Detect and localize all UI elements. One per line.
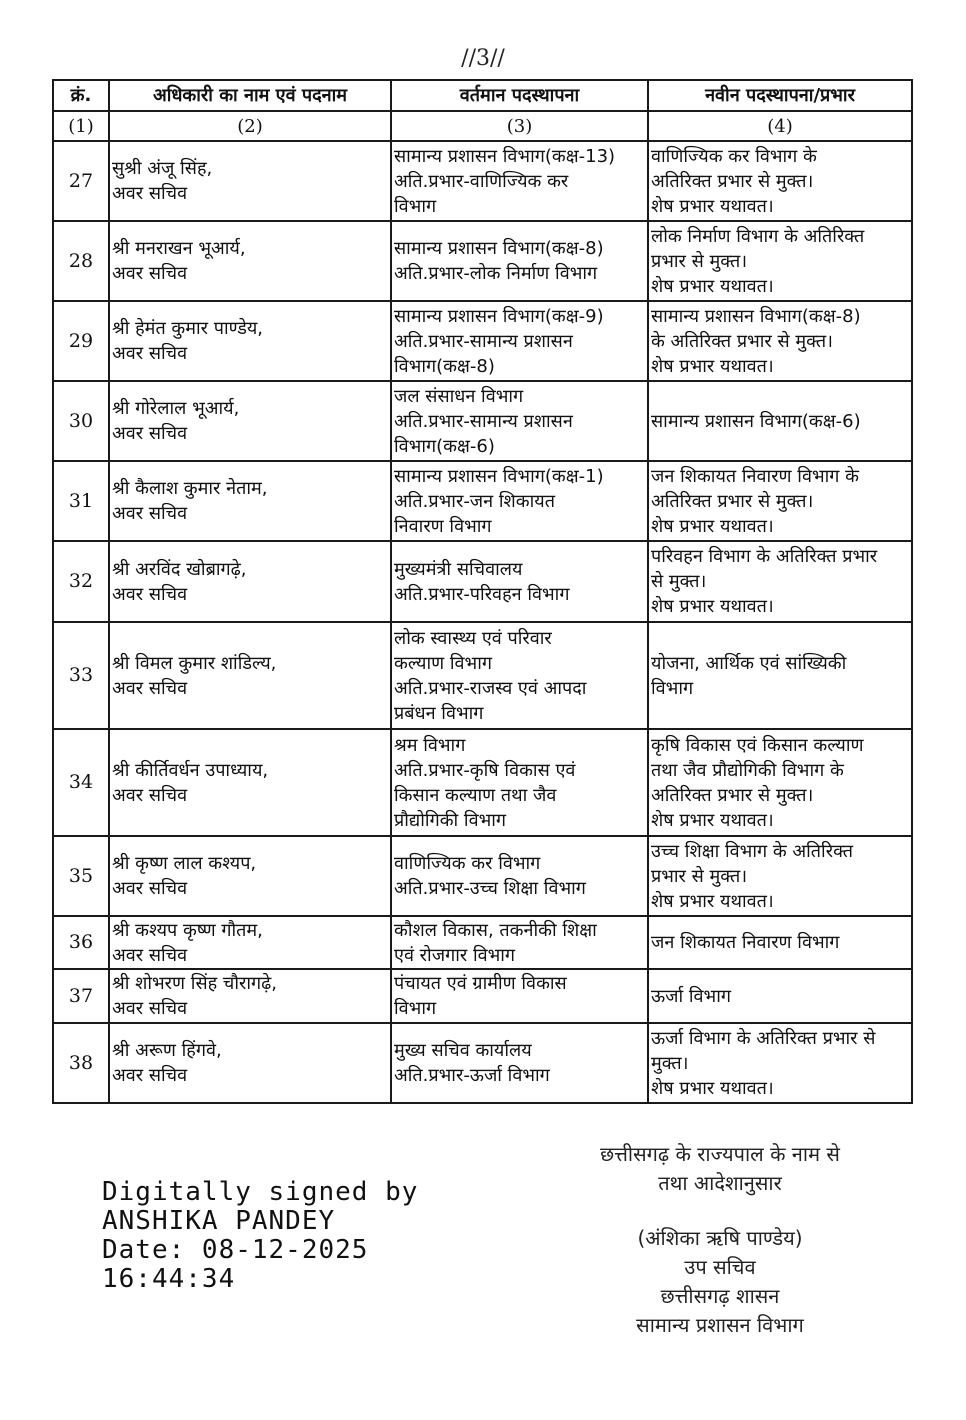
cell-line: विभाग — [394, 998, 437, 1019]
table-row — [53, 141, 912, 221]
table-row — [53, 381, 912, 461]
cell-line: अवर सचिव — [112, 183, 188, 204]
cell-line: अवर सचिव — [112, 677, 188, 699]
new-posting-cell — [648, 461, 912, 541]
cell-line: श्री मनराखन भूआर्य, — [112, 238, 246, 259]
cell-line: अवर सचिव — [112, 878, 188, 899]
cell-line: अतिरिक्त प्रभार से मुक्त। — [651, 170, 814, 192]
serial-number: 38 — [53, 1023, 109, 1103]
posting-table — [52, 79, 913, 1104]
cell-line: श्री विमल कुमार शांडिल्य, — [112, 652, 277, 674]
current-posting-cell — [391, 141, 648, 221]
column-number: (4) — [648, 111, 912, 141]
cell-line: लोक स्वास्थ्य एवं परिवार — [394, 627, 552, 649]
cell-line: श्री कृष्ण लाल कश्यप, — [112, 853, 257, 874]
cell-line: किसान कल्याण तथा जैव — [394, 784, 557, 806]
officer-name-cell — [109, 541, 391, 622]
cell-line: विभाग(कक्ष-8) — [394, 355, 495, 377]
new-posting-cell — [648, 141, 912, 221]
cell-line: अति.प्रभार-लोक निर्माण विभाग — [394, 263, 598, 284]
header-new-posting: नवीन पदस्थापना/प्रभार — [648, 80, 912, 111]
cell-line: वाणिज्यिक कर विभाग — [394, 853, 541, 874]
cell-line: कृषि विकास एवं किसान कल्याण — [651, 734, 864, 756]
table-row — [53, 729, 912, 836]
cell-line: जन शिकायत निवारण विभाग के — [651, 465, 859, 487]
officer-name-cell — [109, 461, 391, 541]
order-line: तथा आदेशानुसार — [658, 1171, 782, 1195]
officer-name-cell — [109, 1023, 391, 1103]
government-name: छत्तीसगढ़ शासन — [660, 1284, 780, 1308]
new-posting-cell — [648, 541, 912, 622]
cell-line: शेष प्रभार यथावत। — [651, 1077, 774, 1099]
cell-line: अवर सचिव — [112, 263, 188, 284]
cell-line: अवर सचिव — [112, 343, 188, 364]
serial-number: 31 — [53, 461, 109, 541]
cell-line: श्री शोभरण सिंह चौरागढ़े, — [112, 973, 277, 994]
cell-line: अति.प्रभार-कृषि विकास एवं — [394, 759, 576, 781]
cell-line: श्री अरविंद खोब्रागढ़े, — [112, 558, 247, 580]
digital-signature — [102, 1178, 418, 1294]
cell-line: विभाग — [651, 677, 694, 699]
table-row — [53, 969, 912, 1023]
cell-line: एवं रोजगार विभाग — [394, 944, 516, 966]
table-row — [53, 836, 912, 916]
cell-line: सामान्य प्रशासन विभाग(कक्ष-8) — [651, 305, 861, 327]
cell-line: लोक निर्माण विभाग के अतिरिक्त — [651, 225, 865, 247]
current-posting-cell — [391, 916, 648, 969]
cell-line: विभाग — [394, 195, 437, 217]
cell-line: कौशल विकास, तकनीकी शिक्षा — [394, 919, 597, 941]
cell-line: निवारण विभाग — [394, 515, 492, 537]
cell-line: तथा जैव प्रौद्योगिकी विभाग के — [651, 759, 844, 781]
cell-line: सामान्य प्रशासन विभाग(कक्ष-1) — [394, 465, 604, 487]
officer-name-cell — [109, 301, 391, 381]
cell-line: अति.प्रभार-ऊर्जा विभाग — [394, 1065, 550, 1086]
cell-line: शेष प्रभार यथावत। — [651, 275, 774, 297]
cell-line: अवर सचिव — [112, 583, 188, 605]
cell-line: श्री कीर्तिवर्धन उपाध्याय, — [112, 759, 269, 781]
serial-number: 35 — [53, 836, 109, 916]
cell-line: श्री गोरेलाल भूआर्य, — [112, 398, 240, 419]
cell-line: अवर सचिव — [112, 998, 188, 1019]
officer-name-cell — [109, 916, 391, 969]
column-number: (3) — [391, 111, 648, 141]
new-posting-cell — [648, 916, 912, 969]
cell-line: शेष प्रभार यथावत। — [651, 515, 774, 537]
table-row — [53, 541, 912, 622]
column-number: (2) — [109, 111, 391, 141]
table-row — [53, 301, 912, 381]
new-posting-cell — [648, 1023, 912, 1103]
table-header-row — [53, 80, 912, 111]
cell-line: कल्याण विभाग — [394, 652, 493, 674]
officer-name-cell — [109, 622, 391, 729]
cell-line: योजना, आर्थिक एवं सांख्यिकी — [651, 652, 847, 674]
current-posting-cell — [391, 969, 648, 1023]
serial-number: 34 — [53, 729, 109, 836]
new-posting-cell — [648, 969, 912, 1023]
cell-line: अवर सचिव — [112, 784, 188, 806]
cell-line: सामान्य प्रशासन विभाग(कक्ष-9) — [394, 305, 604, 327]
signature-time: 16:44:34 — [102, 1264, 236, 1294]
cell-line: अतिरिक्त प्रभार से मुक्त। — [651, 490, 814, 512]
table-row — [53, 461, 912, 541]
new-posting-cell — [648, 381, 912, 461]
table-row — [53, 622, 912, 729]
header-current-posting: वर्तमान पदस्थापना — [391, 80, 648, 111]
new-posting-cell — [648, 836, 912, 916]
cell-line: मुख्यमंत्री सचिवालय — [394, 558, 523, 580]
new-posting-cell — [648, 622, 912, 729]
cell-line: जल संसाधन विभाग — [394, 385, 524, 407]
signature-name: ANSHIKA PANDEY — [102, 1206, 336, 1236]
cell-line: अति.प्रभार-सामान्य प्रशासन — [394, 410, 573, 432]
officer-name-cell — [109, 836, 391, 916]
current-posting-cell — [391, 541, 648, 622]
current-posting-cell — [391, 729, 648, 836]
serial-number: 28 — [53, 221, 109, 301]
cell-line: अवर सचिव — [112, 423, 188, 444]
serial-number: 30 — [53, 381, 109, 461]
officer-name-cell — [109, 969, 391, 1023]
cell-line: परिवहन विभाग के अतिरिक्त प्रभार — [651, 546, 878, 567]
new-posting-cell — [648, 301, 912, 381]
cell-line: अति.प्रभार-राजस्व एवं आपदा — [394, 677, 587, 699]
cell-line: प्रौद्योगिकी विभाग — [394, 809, 507, 831]
signatory-name: (अंशिका ऋषि पाण्डेय) — [637, 1226, 803, 1250]
serial-number: 27 — [53, 141, 109, 221]
cell-line: के अतिरिक्त प्रभार से मुक्त। — [651, 330, 833, 352]
current-posting-cell — [391, 622, 648, 729]
cell-line: विभाग(कक्ष-6) — [394, 435, 495, 457]
cell-line: शेष प्रभार यथावत। — [651, 355, 774, 377]
current-posting-cell — [391, 461, 648, 541]
cell-line: पंचायत एवं ग्रामीण विकास — [394, 973, 567, 994]
cell-line: शेष प्रभार यथावत। — [651, 890, 774, 912]
officer-name-cell — [109, 381, 391, 461]
cell-line: मुख्य सचिव कार्यालय — [394, 1040, 532, 1061]
cell-line: अवर सचिव — [112, 503, 188, 524]
cell-line: मुक्त। — [651, 1052, 689, 1074]
cell-line: प्रबंधन विभाग — [394, 702, 484, 724]
department-name: सामान्य प्रशासन विभाग — [636, 1313, 804, 1337]
serial-number: 37 — [53, 969, 109, 1023]
cell-line: श्री कश्यप कृष्ण गौतम, — [112, 919, 263, 941]
cell-line: श्री अरूण हिंगवे, — [112, 1040, 222, 1061]
current-posting-cell — [391, 301, 648, 381]
new-posting-cell — [648, 221, 912, 301]
cell-line: अवर सचिव — [112, 1065, 188, 1086]
current-posting-cell — [391, 836, 648, 916]
serial-number: 32 — [53, 541, 109, 622]
cell-line: ऊर्जा विभाग के अतिरिक्त प्रभार से — [651, 1027, 876, 1049]
cell-line: वाणिज्यिक कर विभाग के — [651, 145, 817, 167]
header-officer-name: अधिकारी का नाम एवं पदनाम — [109, 80, 391, 111]
current-posting-cell — [391, 221, 648, 301]
cell-line: श्री हेमंत कुमार पाण्डेय, — [112, 318, 263, 339]
cell-line: अति.प्रभार-जन शिकायत — [394, 490, 555, 512]
cell-line: उच्च शिक्षा विभाग के अतिरिक्त — [651, 840, 853, 862]
cell-line: सामान्य प्रशासन विभाग(कक्ष-13) — [394, 145, 616, 167]
current-posting-cell — [391, 381, 648, 461]
cell-line: प्रभार से मुक्त। — [651, 865, 748, 887]
signature-line: Digitally signed by — [102, 1177, 419, 1207]
new-posting-cell — [648, 729, 912, 836]
table-row — [53, 1023, 912, 1103]
table-row — [53, 221, 912, 301]
page-number: //3// — [461, 46, 505, 71]
cell-line: सुश्री अंजू सिंह, — [112, 158, 213, 179]
column-number-row — [53, 111, 912, 141]
cell-line: सामान्य प्रशासन विभाग(कक्ष-8) — [394, 238, 604, 259]
cell-line: अति.प्रभार-सामान्य प्रशासन — [394, 330, 573, 352]
header-serial: क्रं. — [53, 80, 109, 111]
serial-number: 29 — [53, 301, 109, 381]
cell-line: अति.प्रभार-वाणिज्यिक कर — [394, 170, 569, 192]
cell-line: सामान्य प्रशासन विभाग(कक्ष-6) — [651, 410, 861, 432]
table-row — [53, 916, 912, 969]
cell-line: अतिरिक्त प्रभार से मुक्त। — [651, 784, 814, 806]
cell-line: अति.प्रभार-उच्च शिक्षा विभाग — [394, 878, 586, 899]
cell-line: जन शिकायत निवारण विभाग — [651, 932, 840, 953]
cell-line: अवर सचिव — [112, 944, 188, 966]
officer-name-cell — [109, 221, 391, 301]
officer-name-cell — [109, 729, 391, 836]
cell-line: से मुक्त। — [651, 571, 707, 592]
serial-number: 33 — [53, 622, 109, 729]
officer-name-cell — [109, 141, 391, 221]
cell-line: शेष प्रभार यथावत। — [651, 596, 774, 617]
signature-date: Date: 08-12-2025 — [102, 1235, 369, 1265]
cell-line: ऊर्जा विभाग — [651, 985, 731, 1007]
authority-block — [520, 1140, 920, 1340]
signatory-designation: उप सचिव — [684, 1255, 756, 1279]
serial-number: 36 — [53, 916, 109, 969]
cell-line: शेष प्रभार यथावत। — [651, 809, 774, 831]
cell-line: अति.प्रभार-परिवहन विभाग — [394, 583, 570, 605]
order-line: छत्तीसगढ़ के राज्यपाल के नाम से — [600, 1142, 840, 1166]
cell-line: श्री कैलाश कुमार नेताम, — [112, 478, 268, 499]
cell-line: श्रम विभाग — [394, 734, 466, 756]
cell-line: शेष प्रभार यथावत। — [651, 195, 774, 217]
cell-line: प्रभार से मुक्त। — [651, 250, 748, 272]
column-number: (1) — [53, 111, 109, 141]
current-posting-cell — [391, 1023, 648, 1103]
